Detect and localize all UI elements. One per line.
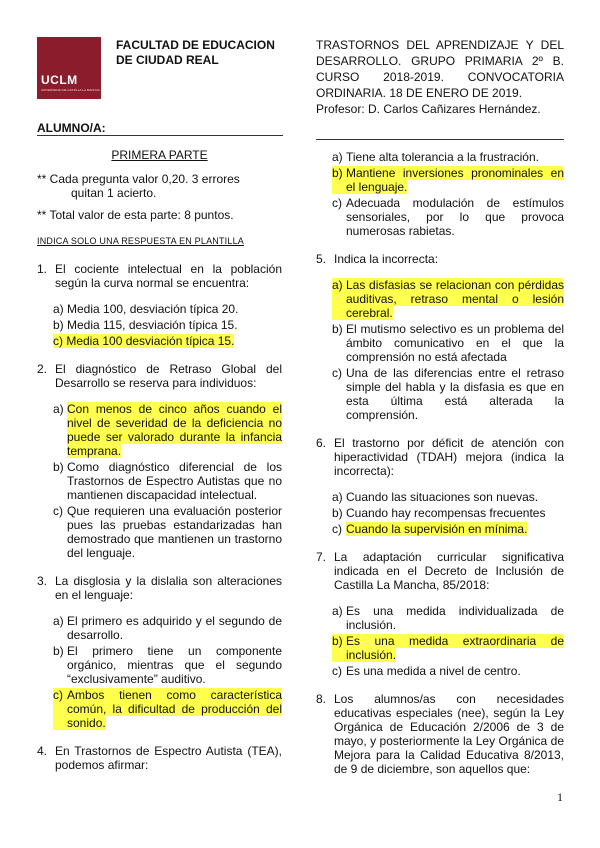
option: b) Cuando hay recompensas frecuentes — [332, 506, 546, 520]
instruction: INDICA SOLO UNA RESPUESTA EN PLANTILLA — [37, 236, 244, 246]
question-7-options — [316, 604, 564, 678]
question-2: 2. El diagnóstico de Retraso Global del Desarrollo se reserva para individuos: — [37, 362, 282, 390]
logo-subtext: UNIVERSIDAD DE CASTILLA-LA MANCHA — [41, 88, 100, 92]
question-1-options — [37, 302, 282, 348]
question-4-options — [316, 150, 564, 238]
uclm-logo — [37, 37, 101, 99]
option: c) Es una medida a nivel de centro. — [332, 664, 521, 678]
option-highlighted: a) Con menos de cinco años cuando el nivel de severidad de la deficiencia no puede ser valorado durante la infancia temprana. — [53, 402, 282, 458]
note-scoring: ** Cada pregunta valor 0,20. 3 errores quitan 1 acierto. — [37, 172, 240, 200]
option: c) Una de las diferencias entre el retraso simple del habla y la disfasia es que en esta última está alterada la comprensión. — [332, 366, 564, 422]
logo-text: UCLM — [41, 73, 78, 87]
option: a) Tiene alta tolerancia a la frustración. — [332, 150, 539, 164]
question-1: 1. El cociente intelectual en la población según la curva normal se encuentra: — [37, 262, 282, 290]
option-highlighted: c) Ambos tienen como característica común, la dificultad de producción del sonido. — [53, 688, 282, 730]
option: a) Media 100, desviación típica 20. — [53, 302, 239, 316]
question-3-options — [37, 614, 282, 730]
question-7: 7. La adaptación curricular significativa indicada en el Decreto de Inclusión de Castilla La Mancha, 85/2018: — [316, 550, 564, 592]
faculty-name: FACULTAD DE EDUCACION DE CIUDAD REAL — [116, 38, 275, 67]
option: a) Cuando las situaciones son nuevas. — [332, 490, 539, 504]
question-3: 3. La disglosia y la dislalia son alteraciones en el lenguaje: — [37, 574, 282, 602]
exam-info — [316, 37, 564, 117]
question-2-options — [37, 402, 282, 560]
option-highlighted: b) Mantiene inversiones pronominales en el lenguaje. — [332, 166, 564, 194]
question-8: 8. Los alumnos/as con necesidades educativas especiales (nee), según la Ley Orgánica de Educación 2/2006 de 3 de mayo, y posteriormente la Ley Orgánica de Mejora para la Calidad Educativa 8/2013, de 9 de diciembre, son aquellos que: — [316, 692, 564, 776]
option: b) Media 115, desviación típica 15. — [53, 318, 238, 332]
option: b) Como diagnóstico diferencial de los Trastornos de Espectro Autistas que no mantienen discapacidad intelectual. — [53, 460, 282, 502]
option: c) Que requieren una evaluación posterior pues las pruebas estandarizadas han demostrado que mantienen un trastorno del lenguaje. — [53, 504, 282, 560]
student-line — [37, 135, 283, 136]
page-number: 1 — [557, 790, 563, 804]
student-label: ALUMNO/A: — [37, 121, 106, 135]
option: a) El primero es adquirido y el segundo de desarrollo. — [53, 614, 282, 642]
question-6-options — [316, 490, 564, 536]
option-highlighted: c) Media 100 desviación típica 15. — [53, 334, 235, 348]
option-highlighted: c) Cuando la supervisión en mínima. — [332, 522, 528, 536]
option: a) Es una medida individualizada de inclusión. — [332, 604, 564, 632]
question-5-options — [316, 278, 564, 422]
professor: Profesor: D. Carlos Cañizares Hernández. — [316, 102, 541, 116]
left-column — [37, 148, 282, 784]
note-total: ** Total valor de esta parte: 8 puntos. — [37, 208, 234, 222]
option-highlighted: a) Las disfasias se relacionan con pérdidas auditivas, retraso mental o lesión cerebral. — [332, 278, 564, 320]
question-6: 6. El trastorno por déficit de atención con hiperactividad (TDAH) mejora (indica la incorrecta): — [316, 436, 564, 478]
option-highlighted: b) Es una medida extraordinaria de inclusión. — [332, 634, 564, 662]
question-5: 5. Indica la incorrecta: — [316, 252, 439, 266]
divider-line — [316, 139, 564, 140]
right-column — [316, 150, 564, 788]
exam-title: TRASTORNOS DEL APRENDIZAJE Y DEL DESARROLLO. GRUPO PRIMARIA 2º B. CURSO 2018-2019. CONVOCATORIA ORDINARIA. 18 DE ENERO DE 2019. — [316, 38, 564, 100]
part-title: PRIMERA PARTE — [111, 148, 208, 162]
question-4: 4. En Trastornos de Espectro Autista (TEA), podemos afirmar: — [37, 744, 282, 772]
option: b) El primero tiene un componente orgánico, mientras que el segundo “exclusivamente” auditivo. — [53, 644, 282, 686]
option: c) Adecuada modulación de estímulos sensoriales, por lo que provoca numerosas rabietas. — [332, 196, 564, 238]
option: b) El mutismo selectivo es un problema del ámbito comunicativo en el que la comprensión no está afectada — [332, 322, 564, 364]
